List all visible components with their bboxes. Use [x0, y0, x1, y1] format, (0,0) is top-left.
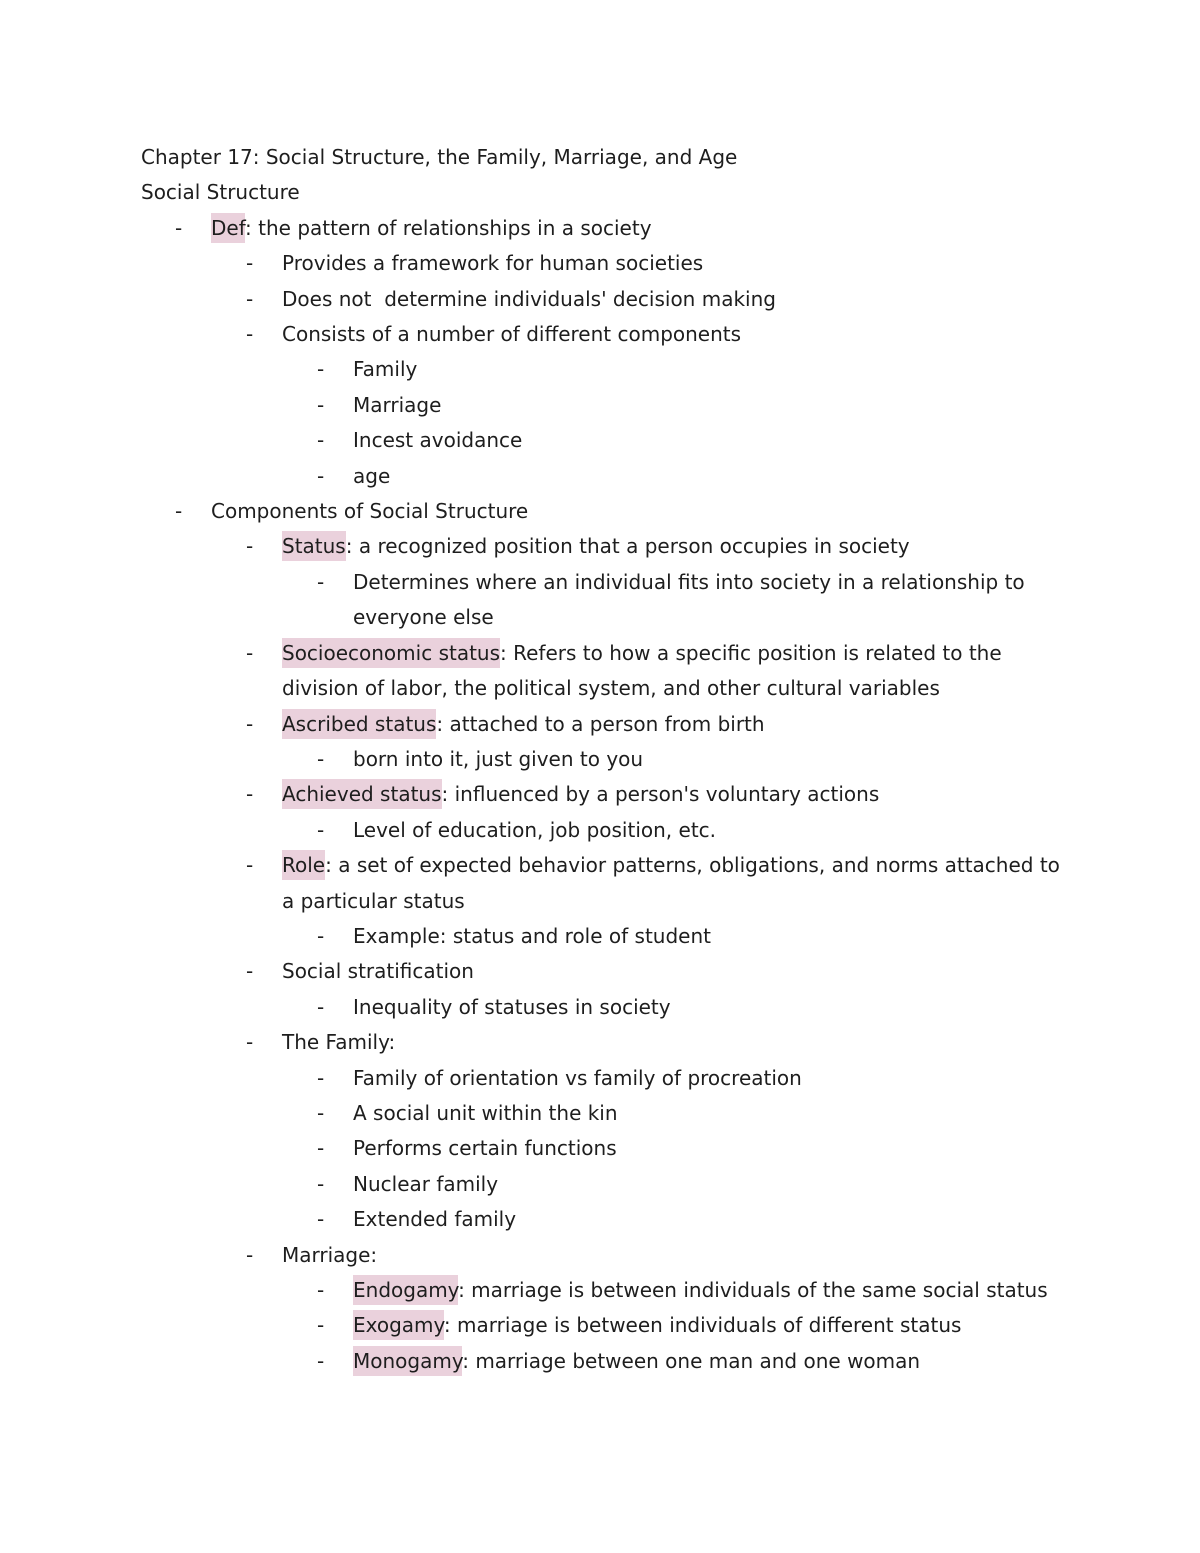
highlighted-term: Socioeconomic status — [282, 638, 500, 668]
bullet-dash: - — [246, 959, 254, 984]
item-text: : the pattern of relationships in a society — [245, 215, 652, 240]
bullet-dash: - — [175, 499, 183, 524]
list-item — [141, 282, 1061, 317]
list-item — [141, 1167, 1061, 1202]
item-text: Example: status and role of student — [353, 923, 711, 948]
item-text: : influenced by a person's voluntary actions — [441, 782, 880, 807]
bullet-dash: - — [317, 1065, 325, 1090]
item-text: Marriage: — [282, 1242, 378, 1267]
list-item — [141, 494, 1061, 529]
notes-body — [141, 140, 1061, 1379]
item-text: Extended family — [353, 1207, 517, 1232]
list-item — [141, 459, 1061, 494]
item-text: Marriage — [353, 392, 442, 417]
item-text: : marriage is between individuals of the same social status — [458, 1278, 1048, 1302]
bullet-dash: - — [246, 322, 254, 347]
bullet-dash: - — [317, 357, 325, 382]
highlighted-term: Role — [282, 850, 325, 880]
bullet-dash: - — [317, 994, 325, 1019]
bullet-dash: - — [246, 286, 254, 311]
item-text: Incest avoidance — [353, 428, 523, 453]
bullet-dash: - — [246, 853, 254, 878]
bullet-dash: - — [317, 817, 325, 842]
bullet-dash: - — [317, 392, 325, 417]
item-text: : marriage is between individuals of different status — [443, 1313, 962, 1338]
item-text: : a recognized position that a person occupies in society — [345, 534, 910, 559]
chapter-title: Chapter 17: Social Structure, the Family, Marriage, and Age — [141, 145, 738, 169]
item-text: age — [353, 463, 391, 488]
highlighted-term: Def — [211, 213, 245, 243]
bullet-dash: - — [246, 782, 254, 807]
item-text: Determines where an individual fits into society in a relationship to everyone else — [353, 569, 1025, 630]
item-text: Does not determine individuals' decision making — [282, 286, 776, 311]
item-text: A social unit within the kin — [353, 1100, 618, 1125]
item-text: : marriage between one man and one woman — [462, 1348, 921, 1373]
list-item — [141, 352, 1061, 387]
list-item — [141, 919, 1061, 954]
bullet-dash: - — [246, 1242, 254, 1267]
bullet-dash: - — [317, 1171, 325, 1196]
bullet-dash: - — [317, 428, 325, 453]
section-heading: Social Structure — [141, 180, 300, 205]
item-text: Social stratification — [282, 959, 474, 984]
item-text: : Refers to how a specific position is related to the division of labor, the political system, and other cultural variables — [282, 640, 1002, 701]
item-text: Inequality of statuses in society — [353, 994, 671, 1019]
item-text: Family — [353, 357, 418, 382]
list-item — [141, 707, 1061, 742]
list-item — [141, 742, 1061, 777]
list-item — [141, 636, 1061, 707]
item-text: Consists of a number of different components — [282, 322, 742, 347]
item-text: : a set of expected behavior patterns, obligations, and norms attached to a particular status — [282, 853, 1060, 913]
item-text: : attached to a person from birth — [436, 711, 765, 736]
list-item — [141, 1238, 1061, 1273]
list-item — [141, 246, 1061, 281]
bullet-dash: - — [317, 1348, 325, 1373]
item-text: Nuclear family — [353, 1171, 499, 1196]
item-text: Level of education, job position, etc. — [353, 817, 717, 842]
highlighted-term: Endogamy — [353, 1275, 458, 1305]
list-item — [141, 777, 1061, 812]
list-item — [141, 1061, 1061, 1096]
list-item — [141, 813, 1061, 848]
highlighted-term: Monogamy — [353, 1346, 462, 1376]
highlighted-term: Ascribed status — [282, 709, 436, 739]
list-item — [141, 1273, 1061, 1308]
item-text: Performs certain functions — [353, 1136, 617, 1161]
bullet-dash: - — [317, 569, 325, 594]
list-item — [141, 423, 1061, 458]
list-item — [141, 1131, 1061, 1166]
item-text: Provides a framework for human societies — [282, 251, 704, 276]
bullet-dash: - — [175, 215, 183, 240]
list-item — [141, 317, 1061, 352]
bullet-dash: - — [317, 1278, 325, 1302]
bullet-dash: - — [317, 746, 325, 771]
item-text: Components of Social Structure — [211, 499, 529, 524]
list-item — [141, 1025, 1061, 1060]
bullet-dash: - — [317, 923, 325, 948]
list-item — [141, 990, 1061, 1025]
list-item — [141, 848, 1061, 919]
bullet-dash: - — [317, 1313, 325, 1338]
highlighted-term: Achieved status — [282, 779, 442, 809]
item-text: The Family: — [282, 1030, 396, 1055]
bullet-dash: - — [317, 1207, 325, 1232]
list-item — [141, 954, 1061, 989]
bullet-dash: - — [246, 711, 254, 736]
list-item — [141, 388, 1061, 423]
highlighted-term: Exogamy — [353, 1310, 444, 1340]
bullet-dash: - — [317, 1100, 325, 1125]
bullet-dash: - — [317, 1136, 325, 1161]
list-item — [141, 1308, 1061, 1343]
list-item — [141, 211, 1061, 246]
list-item — [141, 1096, 1061, 1131]
list-item — [141, 1202, 1061, 1237]
item-text: Family of orientation vs family of procreation — [353, 1065, 802, 1090]
bullet-dash: - — [317, 463, 325, 488]
item-text: born into it, just given to you — [353, 746, 644, 771]
list-item — [141, 529, 1061, 564]
bullet-dash: - — [246, 640, 254, 665]
highlighted-term: Status — [282, 531, 346, 561]
bullet-dash: - — [246, 1030, 254, 1055]
bullet-dash: - — [246, 251, 254, 276]
bullet-dash: - — [246, 534, 254, 559]
list-item — [141, 565, 1061, 636]
list-item — [141, 1344, 1061, 1379]
